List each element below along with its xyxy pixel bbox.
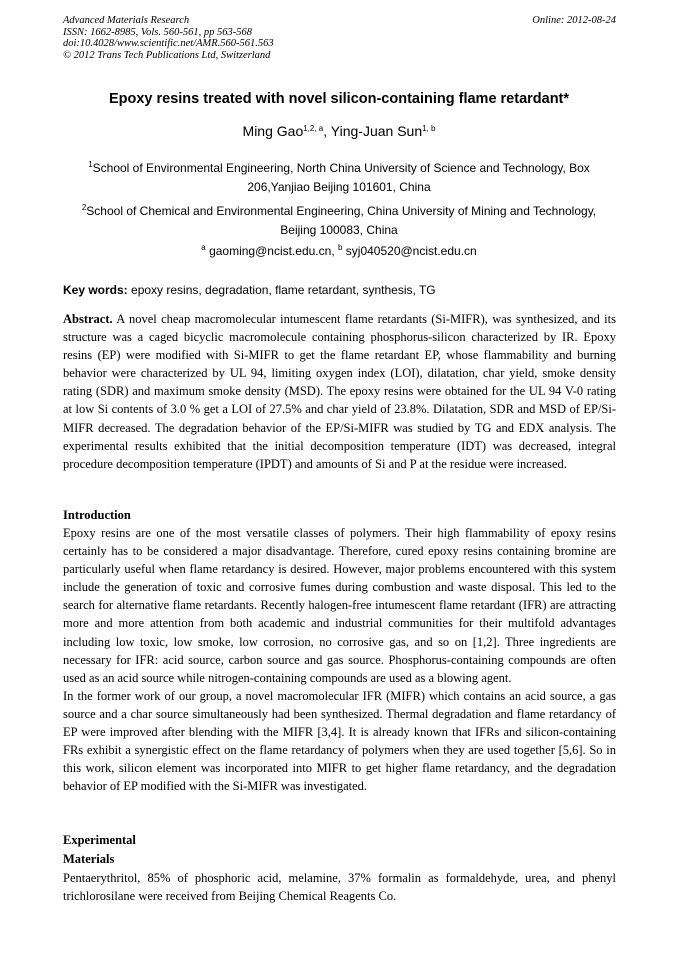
- introduction-body: [63, 524, 616, 795]
- materials-text: Pentaerythritol, 85% of phosphoric acid, melamine, 37% formalin as formaldehyde, urea, and phenyl trichlorosilane were received from Beijing Chemical Reagents Co.: [63, 871, 616, 904]
- copyright-line: © 2012 Trans Tech Publications Ltd, Switzerland: [63, 49, 271, 61]
- affiliation-2-mark: 2: [81, 203, 87, 212]
- author-2: Ying-Juan Sun: [330, 123, 423, 139]
- online-date: Online: 2012-08-24: [532, 15, 616, 26]
- keywords-label: Key words:: [63, 283, 128, 297]
- affiliation-1-mark: 1: [88, 160, 93, 169]
- keywords-text: epoxy resins, degradation, flame retardant, synthesis, TG: [127, 283, 436, 297]
- journal-name: Advanced Materials Research: [63, 15, 190, 26]
- affiliation-2: [60, 202, 618, 240]
- affiliation-1-line-2: 206,Yanjiao Beijing 101601, China: [247, 180, 431, 194]
- affiliation-1: [60, 159, 618, 197]
- email-a-mark: a: [201, 243, 206, 252]
- abstract-text: A novel cheap macromolecular intumescent flame retardants (Si-MIFR), was synthesized, and its structure was a caged bicyclic macromolecule containing phosphorus-silicon characterized by IR. Epoxy resins (EP) were modified with Si-MIFR to get the flame retardant EP, whose flammability and burning behavior were characterized by UL 94, limiting oxygen index (LOI), dilatation, char yield, smoke density rating (SDR) and maximum smoke density (MSD). The epoxy resins were obtained for the UL 94 V-0 rating at low Si contents of 3.0 % get a LOI of 27.5% and char yield of 23.8%. Dilatation, SDR and MSD of EP/Si-MIFR decreased. The degradation behavior of the EP/Si-MIFR was studied by TG and EDX analysis. The experimental results exhibited that the initial decomposition temperature (IDT) was decreased, integral procedure decomposition temperature (IPDT) and amounts of Si and P at the residue were increased.: [63, 312, 616, 471]
- journal-header: [63, 15, 616, 61]
- materials-heading: Materials: [63, 852, 115, 866]
- introduction-paragraph-2: In the former work of our group, a novel macromolecular IFR (MIFR) which contains an acid source, a gas source and a char source simultaneously had been synthesized. Thermal degradation and flame retardancy of EP were improved after blending with the MIFR [3,4]. It is already known that IFRs and silicon-containing FRs exhibit a synergistic effect on the flame retardancy of polymers when they are used together [5,6]. So in this work, silicon element was incorporated into MIFR to get higher flame retardancy, and the degradation behavior of EP modified with the Si-MIFR was investigated.: [63, 688, 616, 794]
- email-b-mark: b: [338, 243, 343, 252]
- author-2-affiliation-marks: 1, b: [422, 124, 436, 133]
- introduction-heading: Introduction: [63, 508, 131, 522]
- experimental-heading: Experimental: [63, 833, 136, 847]
- issn-line: ISSN: 1662-8985, Vols. 560-561, pp 563-568: [63, 26, 252, 38]
- paper-title: Epoxy resins treated with novel silicon-containing flame retardant*: [108, 91, 570, 107]
- email-a: gaoming@ncist.edu.cn,: [205, 244, 338, 258]
- email-b: syj040520@ncist.edu.cn: [342, 244, 477, 258]
- affiliation-1-line-1: School of Environmental Engineering, North China University of Science and Technology, Box: [92, 161, 590, 175]
- author-1: Ming Gao: [242, 123, 304, 139]
- abstract-label: Abstract.: [63, 312, 113, 326]
- affiliation-2-line-1: School of Chemical and Environmental Engineering, China University of Mining and Technology,: [86, 204, 597, 218]
- introduction-paragraph-1: Epoxy resins are one of the most versatile classes of polymers. Their high flammability of epoxy resins certainly has to be considered a major disadvantage. Therefore, cured epoxy resins containing bromine are particularly useful when flame retardancy is desired. However, major problems encountered with this system include the generation of toxic and corrosive fumes during combustion and waste disposal. This led to the search for alternative flame retardants. Recently halogen-free intumescent flame retardant (IFR) are attracting more and more attention from both academic and industrial communities for their multifold advantages including low toxic, low smoke, low corrosion, no corrosive gas, and so on [1,2]. Three ingredients are necessary for IFR: acid source, carbon source and gas source. Phosphorus-containing compounds are often used as an acid source while nitrogen-containing compounds are used as a blowing agent.: [63, 526, 616, 685]
- author-separator: ,: [323, 123, 331, 139]
- author-emails: [40, 244, 638, 258]
- author-1-affiliation-marks: 1,2, a: [303, 124, 324, 133]
- abstract: [63, 310, 616, 473]
- author-line: [40, 123, 638, 139]
- keywords: [63, 283, 616, 297]
- doi-line: doi:10.4028/www.scientific.net/AMR.560-561.563: [63, 38, 274, 49]
- affiliation-2-line-2: Beijing 100083, China: [280, 223, 398, 237]
